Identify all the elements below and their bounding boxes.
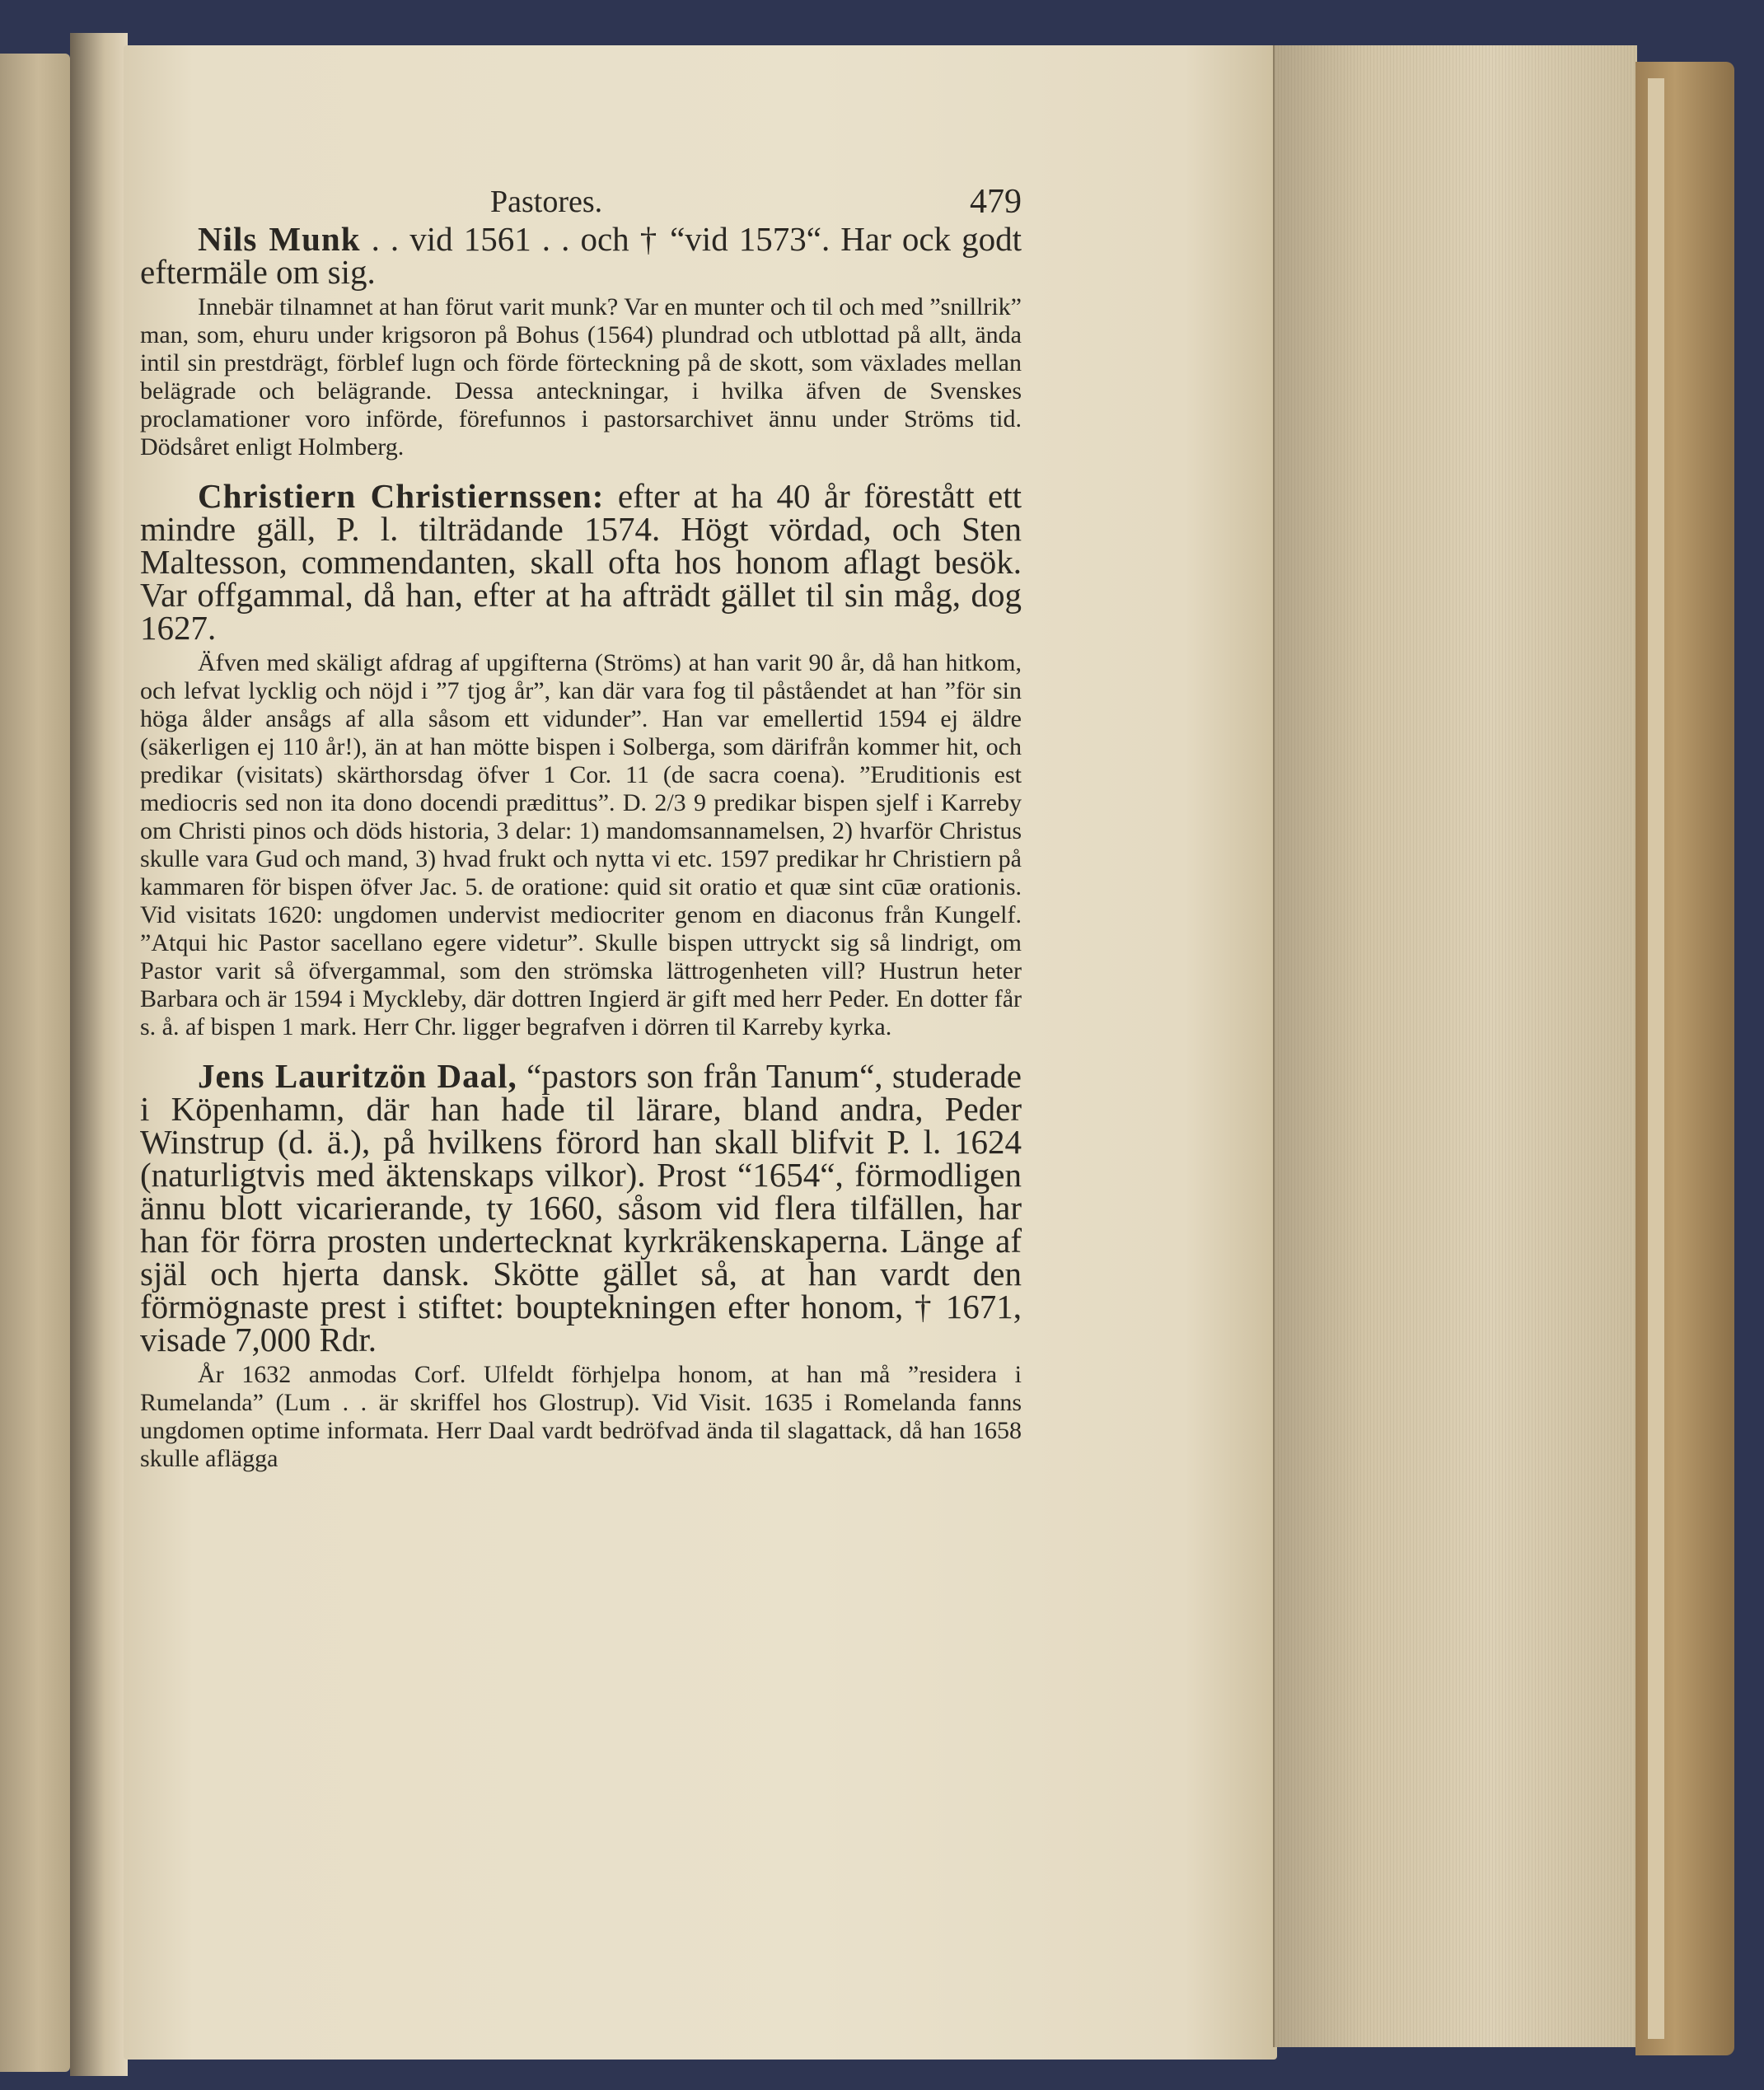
left-page-edge <box>0 54 70 2072</box>
page-header <box>140 165 1022 222</box>
entry-text: . . vid 1561 . . och † “vid 1573“. Har ock godt eftermäle om sig. <box>140 220 1022 291</box>
entry-name: Christiern Christiernssen: <box>198 477 605 515</box>
text-block <box>140 165 1022 1473</box>
entry-jens-lauritzon-daal <box>140 1059 1022 1356</box>
book-gutter <box>70 33 128 2076</box>
entry-text: “pastors son från Tanum“, studerade i Köpenhamn, där han hade til lärare, bland andra, Peder Winstrup (d. ä.), på hvilkens förord han skall blifvit P. l. 1624 (naturligtvis med äktenskaps vilkor). Prost “1654“, förmodligen ännu blott vicarierande, ty 1660, såsom vid flera tilfällen, har han för förra prosten undertecknat kyrkräkenskaperna. Länge af själ och hjerta dansk. Skötte gället så, at han vardt den förmögnaste prest i stiftet: bouptekningen efter honom, † 1671, visade 7,000 Rdr. <box>140 1057 1022 1358</box>
entry-note: År 1632 anmodas Corf. Ulfeldt förhjelpa honom, at han må ”residera i Rumelanda” (Lum . . är skriffel hos Glostrup). Vid Visit. 1635 i Romelanda fanns ungdomen optime informata. Herr Daal vardt bedröfvad ända til slagattack, då han 1658 skulle aflägga <box>140 1361 1022 1472</box>
cover-inner-edge <box>1648 78 1664 2039</box>
entry-nils-munk <box>140 220 1022 291</box>
entry-text: efter at ha 40 år förestått ett mindre gäll, P. l. tilträdande 1574. Högt vördad, och Sten Maltesson, commendanten, skall ofta hos honom aflagt besök. Var offgammal, då han, efter at ha afträdt gället til sin måg, dog 1627. <box>140 477 1022 647</box>
page-number: 479 <box>970 183 1022 221</box>
entry-name: Nils Munk <box>198 220 361 258</box>
entry-note: Äfven med skäligt afdrag af upgifterna (Ströms) at han varit 90 år, då han hitkom, och lefvat lycklig och nöjd i ”7 tjog år”, kan där vara fog til påståendet at han ”för sin höga ålder ansågs af alla såsom ett vidunder”. Han var emellertid 1594 ej äldre (säkerligen ej 110 år!), än at han mötte bispen i Solberga, som därifrån kommer hit, och predikar (visitats) skärthorsdag öfver 1 Cor. 11 (de sacra coena). ”Eruditionis est mediocris sed non ita dono docendi prædittus”. D. 2/3 9 predikar bispen sjelf i Karreby om Christi pinos och döds historia, 3 delar: 1) mandomsannamelsen, 2) hvarför Christus skulle vara Gud och mand, 3) hvad frukt och nytta vi etc. 1597 predikar hr Christiern på kammaren för bispen öfver Jac. 5. de oratione: quid sit oratio et quæ sint cūæ orationis. Vid visitats 1620: ungdomen undervist mediocriter genom en diaconus från Kungelf. ”Atqui hic Pastor sacellano egere videtur”. Skulle bispen uttryckt sig så lindrigt, om Pastor varit så öfvergammal, som den strömska lättrogenheten vill? Hustrun heter Barbara och är 1594 i Myckleby, där dottren Ingierd är gift med herr Peder. En dotter får s. å. af bispen 1 mark. Herr Chr. ligger begrafven i dörren til Karreby kyrka. <box>140 649 1022 1040</box>
entry-christiern-christiernssen <box>140 477 1022 647</box>
entry-note: Innebär tilnamnet at han förut varit munk? Var en munter och til och med ”snillrik” man, som, ehuru under krigsoron på Bohus (1564) plundrad och utblottad på allt, ända intil sin prestdrägt, förblef lugn och förde förteckning på de skott, som växlades mellan belägrade och belägrande. Dessa anteckningar, i hvilka äfven de Svenskes proclamationer voro införde, förefunnos i pastorsarchivet ännu under Ströms tid. Dödsåret enligt Holmberg. <box>140 293 1022 461</box>
entry-name: Jens Lauritzön Daal, <box>198 1057 517 1095</box>
running-head: Pastores. <box>490 185 603 219</box>
page-block-edges <box>1273 45 1637 2047</box>
